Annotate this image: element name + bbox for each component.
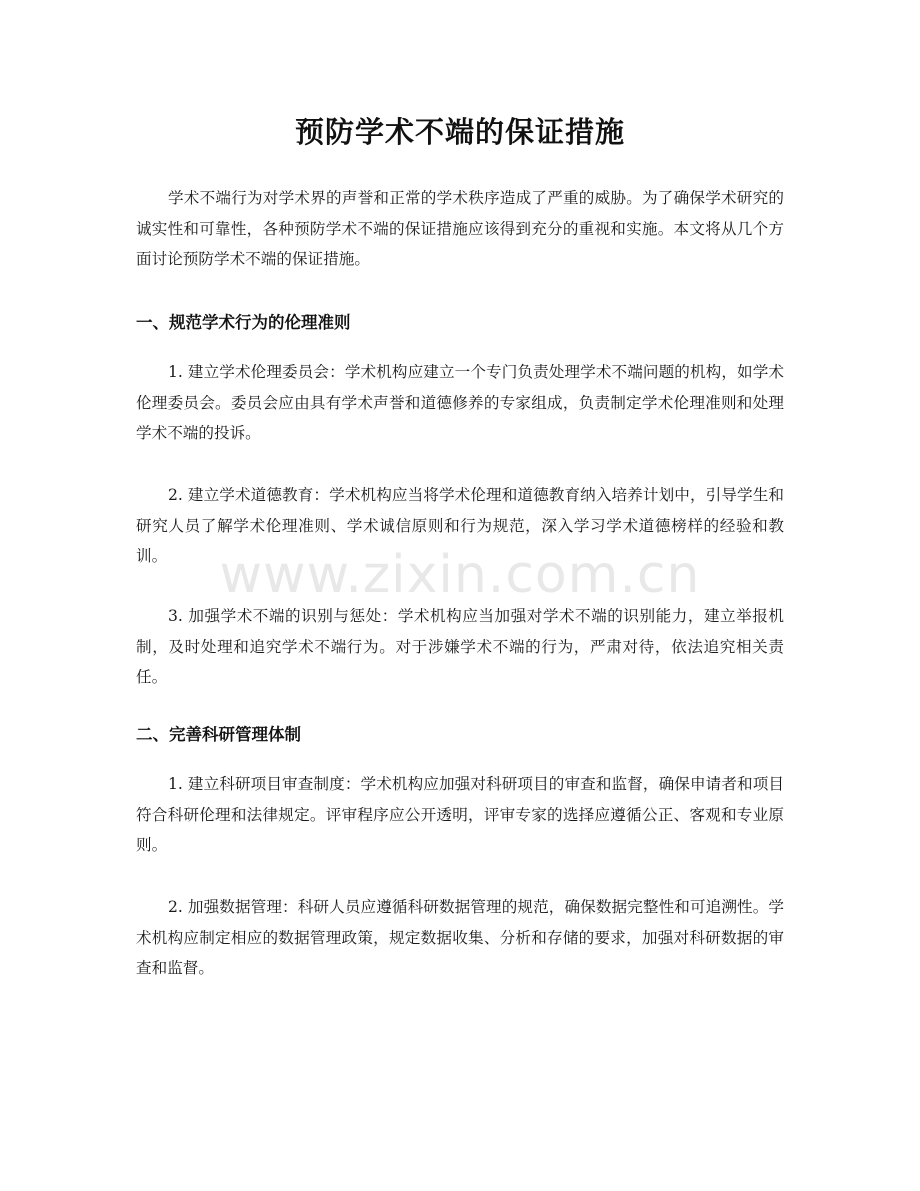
intro-paragraph: 学术不端行为对学术界的声誉和正常的学术秩序造成了严重的威胁。为了确保学术研究的诚实性和可靠性，各种预防学术不端的保证措施应该得到充分的重视和实施。本文将从几个方面讨论预防学术不端的保证措施。 (136, 189, 784, 268)
section-heading-ethics: 一、规范学术行为的伦理准则 (136, 313, 351, 332)
section-2-paragraph-2: 2. 加强数据管理：科研人员应遵循科研数据管理的规范，确保数据完整性和可追溯性。学术机构应制定相应的数据管理政策，规定数据收集、分析和存储的要求，加强对科研数据的审查和监督。 (136, 898, 784, 977)
document-title: 预防学术不端的保证措施 (294, 115, 625, 149)
section-1-paragraph-3: 3. 加强学术不端的识别与惩处：学术机构应当加强对学术不端的识别能力，建立举报机制，及时处理和追究学术不端行为。对于涉嫌学术不端的行为，严肃对待，依法追究相关责任。 (136, 607, 784, 686)
watermark: www.zixin.com.cn (219, 545, 701, 605)
section-2-paragraph-1: 1. 建立科研项目审查制度：学术机构应加强对科研项目的审查和监督，确保申请者和项目符合科研伦理和法律规定。评审程序应公开透明，评审专家的选择应遵循公正、客观和专业原则。 (136, 775, 784, 854)
section-heading-research-management: 二、完善科研管理体制 (136, 725, 301, 744)
section-1-paragraph-2: 2. 建立学术道德教育：学术机构应当将学术伦理和道德教育纳入培养计划中，引导学生和研究人员了解学术伦理准则、学术诚信原则和行为规范，深入学习学术道德榜样的经验和教训。 (136, 486, 784, 565)
section-1-paragraph-1: 1. 建立学术伦理委员会：学术机构应建立一个专门负责处理学术不端问题的机构，如学术伦理委员会。委员会应由具有学术声誉和道德修养的专家组成，负责制定学术伦理准则和处理学术不端的投诉。 (136, 363, 784, 442)
